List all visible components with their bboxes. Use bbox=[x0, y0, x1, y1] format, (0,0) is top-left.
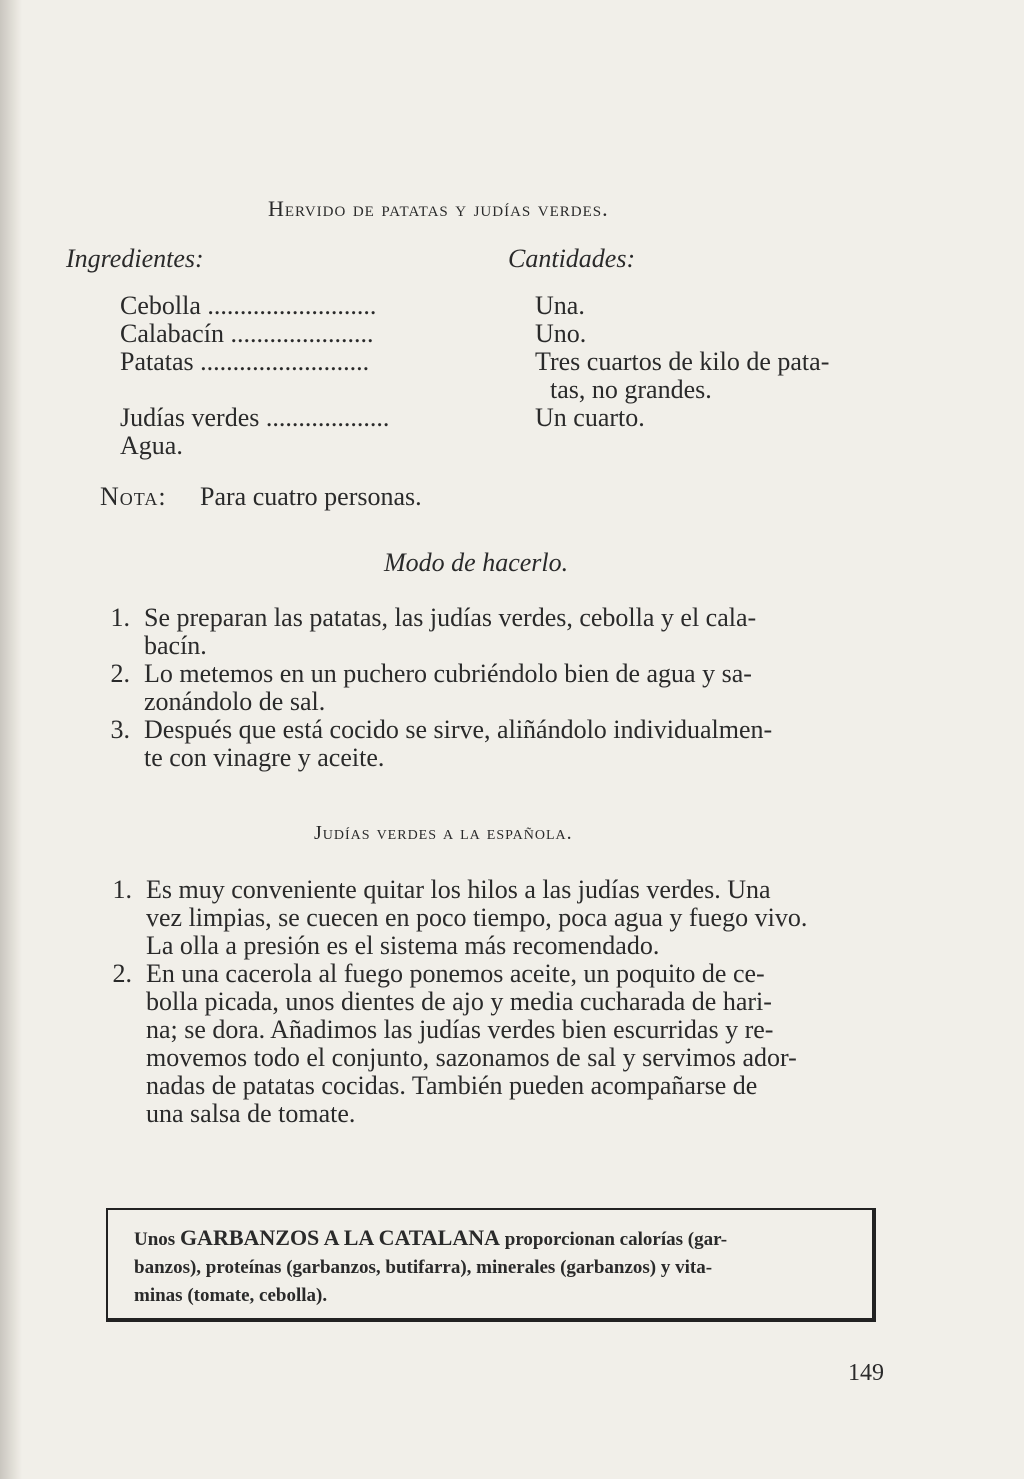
page-number: 149 bbox=[848, 1360, 884, 1386]
list-item: 1. Se preparan las patatas, las judías verdes, cebolla y el cala- bacín. bbox=[110, 603, 757, 660]
recipe1-steps bbox=[110, 603, 890, 772]
ingredient-row: Cebolla .......................... bbox=[120, 291, 377, 320]
list-item: 1. Es muy conveniente quitar los hilos a las judías verdes. Una vez limpias, se cuecen en poco tiempo, poca agua y fuego vivo. La olla a presión es el sistema más recomendado. bbox=[112, 875, 808, 960]
ingredient-row: Patatas .......................... bbox=[120, 347, 370, 376]
quantity-value: Uno. bbox=[535, 319, 587, 348]
ingredient-row: Judías verdes ................... bbox=[120, 403, 390, 432]
quantity-value: Tres cuartos de kilo de pata- bbox=[535, 347, 830, 376]
quantity-value-continued: tas, no grandes. bbox=[550, 375, 712, 404]
note bbox=[100, 482, 422, 512]
quantity-value: Una. bbox=[535, 291, 585, 320]
recipe2-title: Judías verdes a la española. bbox=[314, 822, 573, 844]
ingredients-header: Ingredientes: bbox=[66, 244, 204, 273]
list-item: 2. En una cacerola al fuego ponemos aceite, un poquito de ce- bolla picada, unos dientes de ajo y media cucharada de hari- na; se dora. Añadimos las judías verdes bien escurridas y re- movemos todo el conjunto, sazonamos de sal y servimos ador- nadas de patatas cocidas. También pueden acompañarse de una salsa de tomate. bbox=[112, 959, 797, 1128]
quantity-value: Un cuarto. bbox=[535, 403, 645, 432]
list-item: 2. Lo metemos en un puchero cubriéndolo bien de agua y sa- zonándolo de sal. bbox=[110, 659, 752, 716]
note-text: Para cuatro personas. bbox=[200, 482, 422, 511]
nutrition-callout-box: Unos GARBANZOS A LA CATALANA proporcionan calorías (gar- banzos), proteínas (garbanzos, butifarra), minerales (garbanzos) y vita- minas (tomate, cebolla). bbox=[106, 1208, 876, 1322]
method-header: Modo de hacerlo. bbox=[384, 548, 569, 577]
list-item: 3. Después que está cocido se sirve, aliñándolo individualmen- te con vinagre y aceite. bbox=[110, 715, 773, 772]
note-label: Nota: bbox=[100, 482, 167, 511]
quantities-header: Cantidades: bbox=[508, 244, 636, 273]
ingredient-row: Calabacín ...................... bbox=[120, 319, 374, 348]
callout-highlight: GARBANZOS A LA CATALANA bbox=[179, 1225, 501, 1250]
recipe2-steps bbox=[112, 875, 892, 1128]
page-binding-shadow bbox=[0, 0, 22, 1479]
recipe1-title: Hervido de patatas y judías verdes. bbox=[268, 196, 609, 221]
ingredient-row: Agua. bbox=[120, 431, 183, 460]
